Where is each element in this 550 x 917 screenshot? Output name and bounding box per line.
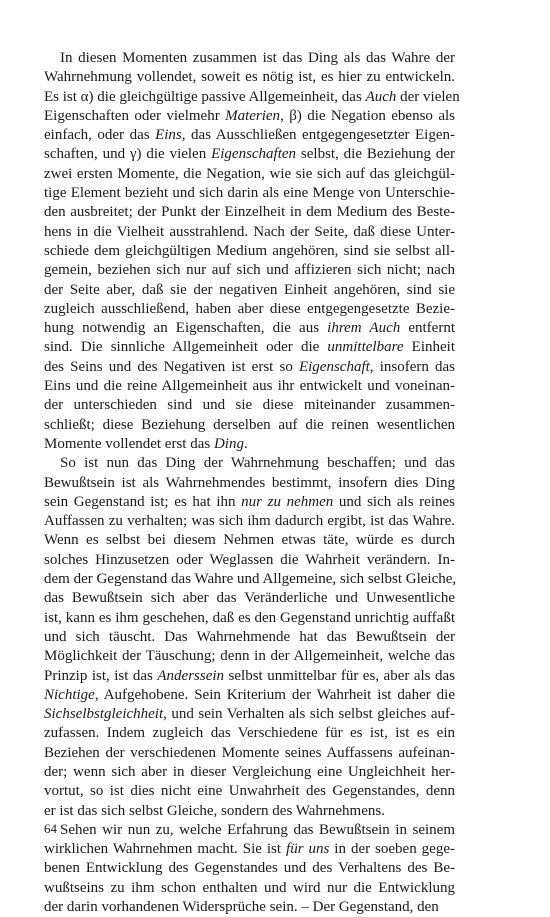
text-line: das Bewußtsein sich aber das Veränderliche und Unwesentliche <box>44 590 455 607</box>
text-line: Wenn es selbst bei diesem Nehmen etwas täte, würde es durch <box>44 532 455 549</box>
text-line: Nichtige, Aufgehobene. Sein Kriterium der Wahrheit ist daher die <box>44 686 455 703</box>
text-line: Wahrnehmung vollendet, soweit es nötig ist, es hier zu entwickeln. <box>44 69 455 86</box>
text-line: Sehen wir nun zu, welche Erfahrung das Bewußtsein in seinem <box>60 821 455 838</box>
text-line: Prinzip ist, ist das Anderssein selbst unmittelbar für es, aber als das <box>44 667 455 684</box>
text-line: Momente vollendet erst das Ding. <box>44 435 248 452</box>
text-line: einfach, oder das Eins, das Ausschließen entgegengesetzter Eigen- <box>44 127 455 144</box>
text-line: er ist das sich selbst Gleiche, sondern des Wahrnehmens. <box>44 802 385 819</box>
text-line: zwei ersten Momente, die Negation, wie sie sich auf das gleichgül- <box>44 165 455 182</box>
text-line: hung notwendig an Eigenschaften, die aus ihrem Auch entfernt <box>44 320 455 337</box>
text-line: ist, kann es ihm geschehen, daß es den Gegenstand unrichtig auffaßt <box>44 609 455 626</box>
text-line: schließt; diese Beziehung derselben auf die reinen wesentlichen <box>44 416 455 433</box>
text-line: tige Element bezieht und sich darin als eine Menge von Unterschie- <box>44 185 455 202</box>
text-line: hens in die Vielheit ausstrahlend. Nach der Seite, daß diese Unter- <box>44 223 455 240</box>
text-line: der darin vorhandenen Widersprüche sein. – Der Gegenstand, den <box>44 899 439 916</box>
body-text <box>44 49 460 917</box>
text-line: den ausbreitet; der Punkt der Einzelheit in dem Medium des Beste- <box>44 204 455 221</box>
text-line: sind. Die sinnliche Allgemeinheit oder die unmittelbare Einheit <box>44 339 456 356</box>
text-line: Es ist α) die gleichgültige passive Allgemeinheit, das Auch der vielen <box>44 88 460 105</box>
text-line: des Seins und des Negativen ist erst so Eigenschaft, insofern das <box>44 358 455 375</box>
paragraph <box>44 454 455 821</box>
text-line: gemein, beziehen sich nur auf sich und affizieren sich nicht; nach <box>44 262 455 279</box>
text-line: zufassen. Indem zugleich das Verschiedene für es ist, ist es ein <box>44 725 455 742</box>
text-line: Beziehen der verschiedenen Momente seines Auffassens aufeinan- <box>44 744 455 761</box>
text-line: schiede dem gleichgültigen Medium angehören, sind sie selbst all- <box>44 242 455 259</box>
text-line: sein Gegenstand ist; es hat ihn nur zu nehmen und sich als reines <box>44 493 455 510</box>
paragraph <box>44 49 460 454</box>
text-line: Bewußtsein ist als Wahrnehmendes bestimmt, insofern dies Ding <box>44 474 455 491</box>
text-line: und sich täuscht. Das Wahrnehmende hat das Bewußtsein der <box>44 628 455 645</box>
text-line: wirklichen Wahrnehmen macht. Sie ist für uns in der soeben gege- <box>44 841 455 858</box>
text-line: der unterschieden sind und sie diese miteinander zusammen- <box>44 397 455 414</box>
text-line: benen Entwicklung des Gegenstandes und des Verhaltens des Be- <box>44 860 455 877</box>
text-line: wußtseins zu ihm schon enthalten und wird nur die Entwicklung <box>44 879 455 896</box>
text-line: schaften, und γ) die vielen Eigenschaften selbst, die Beziehung der <box>44 146 455 163</box>
text-line: Eins und die reine Allgemeinheit aus ihr entwickelt und voneinan- <box>44 378 455 395</box>
text-line: solches Hinzusetzen oder Weglassen die Wahrheit verändern. In- <box>44 551 455 568</box>
text-line: Möglichkeit der Täuschung; denn in der Allgemeinheit, welche das <box>44 648 455 665</box>
page-number: 64 <box>44 821 57 836</box>
text-line: der Seite aber, daß sie der negativen Einheit angehören, sind sie <box>44 281 455 298</box>
text-line: Sichselbstgleichheit, und sein Verhalten als sich selbst gleiches auf- <box>44 706 455 723</box>
text-line: Auffassen zu verhalten; was sich ihm dadurch ergibt, ist das Wahre. <box>44 513 455 530</box>
paragraph <box>44 821 455 917</box>
text-line: vortut, so ist dies nicht eine Unwahrheit des Gegenstandes, denn <box>44 783 455 800</box>
text-line: In diesen Momenten zusammen ist das Ding als das Wahre der <box>60 50 455 66</box>
text-line: Eigenschaften oder vielmehr Materien, β) die Negation ebenso als <box>44 107 455 124</box>
text-line: So ist nun das Ding der Wahrnehmung beschaffen; und das <box>60 455 455 472</box>
text-line: der; wenn sich aber in dieser Vergleichung eine Ungleichheit her- <box>44 763 455 780</box>
text-line: zugleich ausschließend, haben aber diese entgegengesetzte Bezie- <box>44 300 455 317</box>
text-line: dem der Gegenstand das Wahre und Allgemeine, sich selbst Gleiche, <box>44 571 457 588</box>
